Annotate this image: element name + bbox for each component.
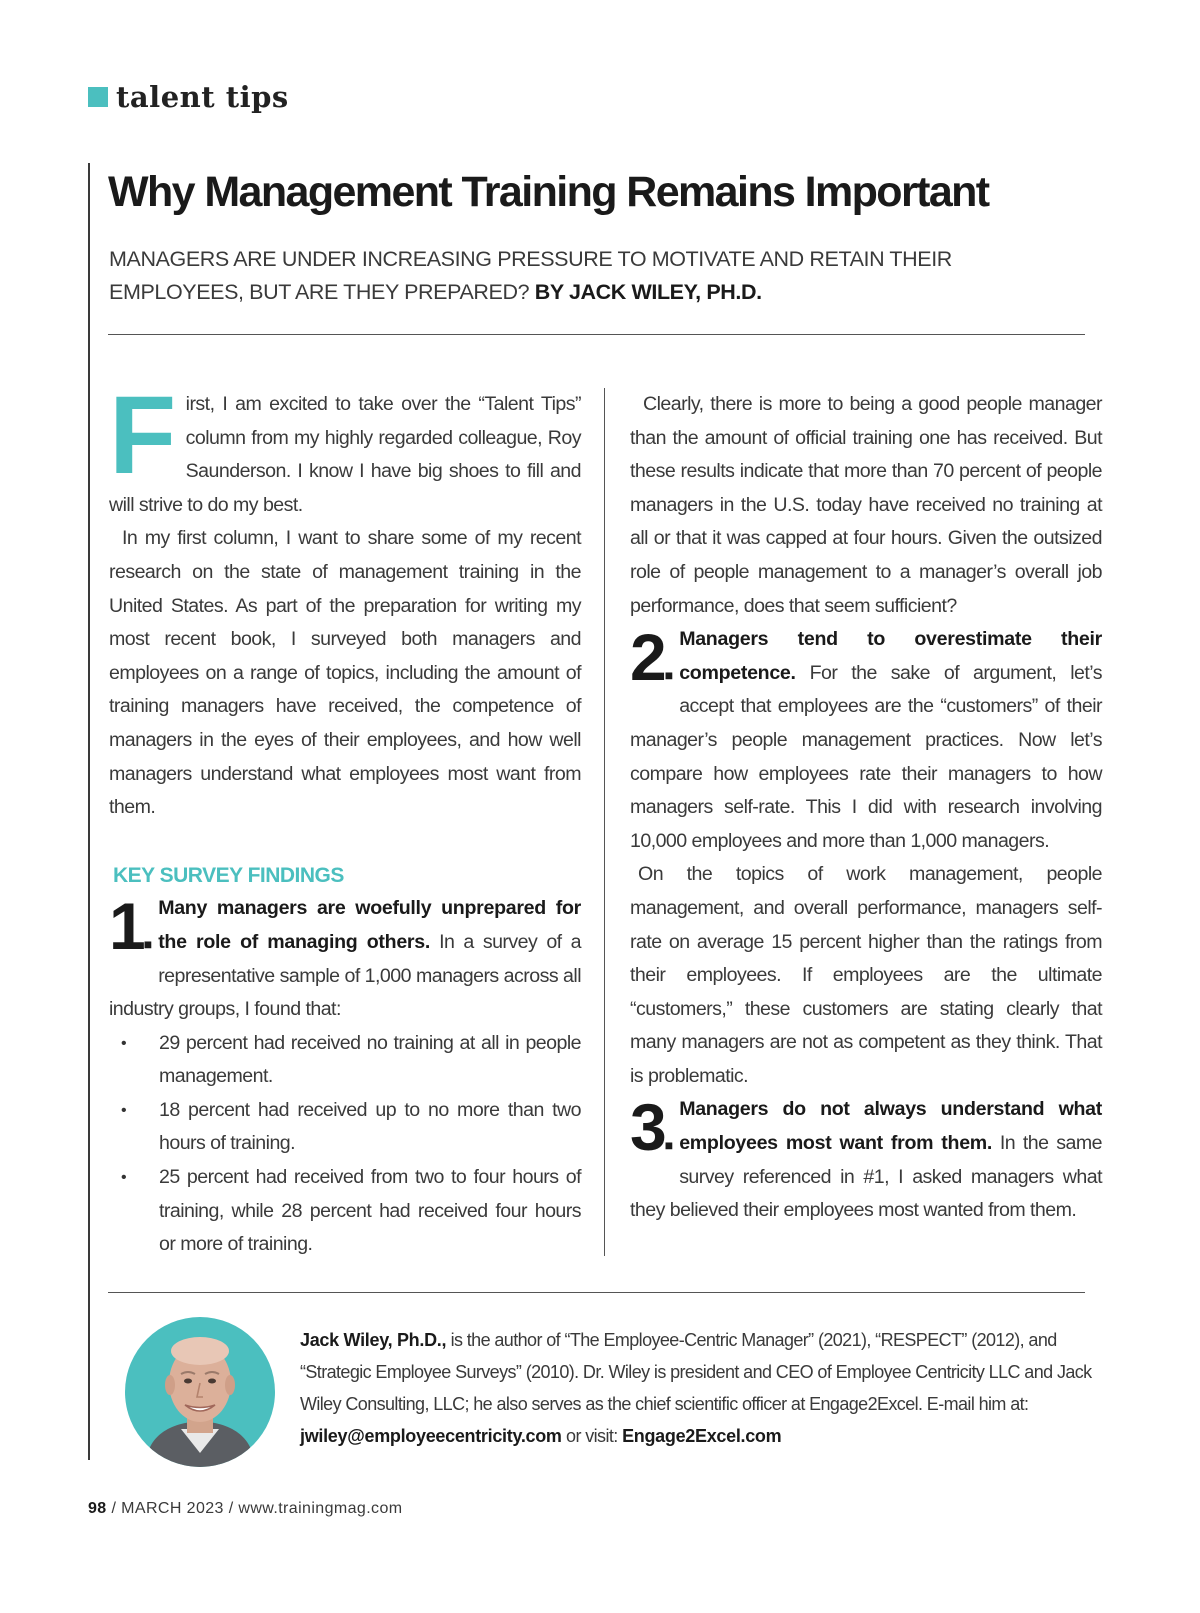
finding-2 <box>630 620 1102 858</box>
author-bio <box>300 1324 1100 1452</box>
section-square-icon <box>88 87 108 107</box>
finding-number-1: 1■ <box>109 889 153 964</box>
bio-connector: or visit: <box>561 1426 623 1446</box>
left-margin-rule <box>88 163 90 1460</box>
finding-3-lead: Managers do not always understand what employees most want from them. <box>679 1098 1102 1155</box>
intro-text: irst, I am excited to take over the “Talent Tips” column from my highly regarded colleague, Roy Saunderson. I know I have big shoes to fill and will strive to do my best. <box>109 393 581 516</box>
bio-name: Jack Wiley, Ph.D., <box>300 1330 447 1350</box>
author-photo <box>125 1317 275 1467</box>
right-column <box>630 388 1102 1228</box>
drop-cap: F <box>109 374 176 497</box>
bio-divider <box>108 1292 1085 1293</box>
section-label: talent tips <box>116 80 289 114</box>
bio-text: is the author of “The Employee-Centric Manager” (2021), “RESPECT” (2012), and “Strategic Employee Surveys” (2010). Dr. Wiley is president and CEO of Employee Centricity LLC and Jack Wiley Consulting, LLC; he also serves as the chief scientific officer at Engage2Excel. E-mail him at: <box>300 1330 1092 1414</box>
finding-number-2: 2■ <box>630 620 674 695</box>
section-tag <box>88 80 289 114</box>
byline: BY JACK WILEY, PH.D. <box>534 280 762 304</box>
bio-email-link[interactable]: jwiley@employeecentricity.com <box>300 1426 562 1446</box>
finding-number-3: 3■ <box>630 1090 674 1165</box>
bullet-item: • 18 percent had received up to no more than two hours of training. <box>109 1094 581 1161</box>
page-number: 98 <box>88 1500 107 1517</box>
article-title: Why Management Training Remains Important <box>108 168 989 216</box>
finding-1-text: In a survey of a representative sample of 1,000 managers across all industry groups, I found that: <box>109 930 581 1021</box>
left-column <box>109 374 581 1262</box>
finding-1 <box>109 889 581 1026</box>
bullet-item: • 29 percent had received no training at all in people management. <box>109 1027 581 1094</box>
finding-3-text: In the same survey referenced in #1, I asked managers what they believed their employees most wanted from them. <box>630 1132 1102 1222</box>
bio-website-link[interactable]: Engage2Excel.com <box>622 1426 782 1446</box>
author-portrait-icon <box>125 1317 275 1467</box>
finding-1-lead: Many managers are woefully unprepared for the role of managing others. <box>158 897 581 953</box>
top-divider <box>108 334 1085 335</box>
finding-2-text: For the sake of argument, let’s accept that employees are the “customers” of their manager’s people management practices. Now let’s compare how employees rate their managers to how managers self-rate. This I did with research involving 10,000 employees and more than 1,000 managers. <box>630 661 1102 852</box>
footer-issue: / MARCH 2023 / www.trainingmag.com <box>106 1500 403 1517</box>
findings-bullet-list <box>109 1027 581 1262</box>
column-divider <box>604 388 605 1256</box>
body-paragraph: Clearly, there is more to being a good people manager than the amount of official training one has received. But these results indicate that more than 70 percent of people managers in the U.S. today have received no training at all or that it was capped at four hours. Given the outsized role of people management to a manager’s overall job performance, does that seem sufficient? <box>630 393 1102 617</box>
body-paragraph: In my first column, I want to share some of my recent research on the state of management training in the United States. As part of the preparation for writing my most recent book, I surveyed both managers and employees on a range of topics, including the amount of training managers have received, the competence of managers in the eyes of their employees, and how well managers understand what employees most want from them. <box>109 527 581 819</box>
bullet-item: • 25 percent had received from two to four hours of training, while 28 percent had received four hours or more of training. <box>109 1161 581 1262</box>
body-paragraph: On the topics of work management, people management, and overall performance, managers self-rate on average 15 percent higher than the ratings from their employees. If employees are the ultimate “customers,” these customers are stating clearly that many managers are not as competent as they think. That is problematic. <box>630 863 1102 1087</box>
article-deck <box>109 243 1009 309</box>
subhead: KEY SURVEY FINDINGS <box>113 863 344 887</box>
intro-paragraph <box>109 374 581 522</box>
finding-2-lead: Managers tend to overestimate their competence. <box>679 628 1102 684</box>
deck-text: MANAGERS ARE UNDER INCREASING PRESSURE TO MOTIVATE AND RETAIN THEIR EMPLOYEES, BUT ARE THEY PREPARED? <box>109 247 952 304</box>
finding-3 <box>630 1090 1102 1227</box>
page-footer <box>88 1500 402 1518</box>
